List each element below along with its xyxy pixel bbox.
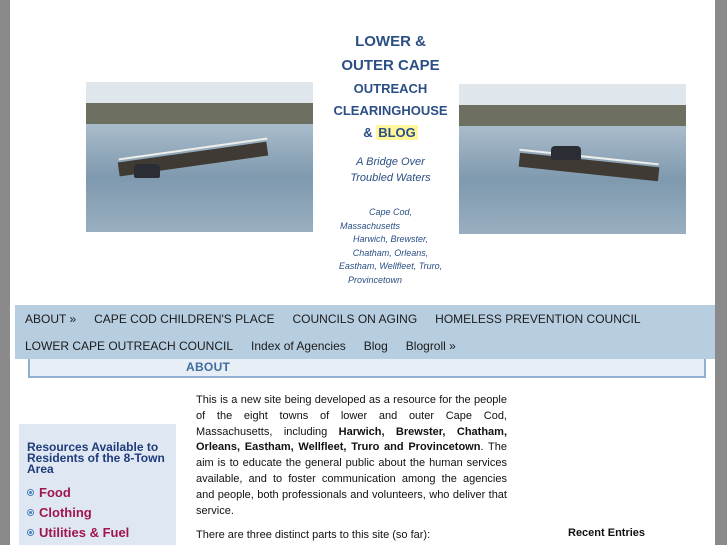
bridge-photo-left — [86, 82, 313, 232]
towns-list: Harwich, Brewster, Chatham, Orleans, Eastham, Wellfleet, Truro and Provincetown — [196, 425, 507, 454]
sidebar-item-label: Food — [39, 484, 71, 500]
nav-homeless-prevention-council[interactable]: HOMELESS PREVENTION COUNCIL — [435, 311, 641, 326]
nav-index-of-agencies[interactable]: Index of Agencies — [251, 338, 346, 353]
place-line-2: Massachusetts — [340, 220, 401, 231]
intro-text-a: This is a new site being developed as a resource for the people of the eight towns of lower and outer Cape Cod, Massachusetts, including — [196, 394, 507, 438]
nav-row-1 — [15, 305, 650, 332]
tagline-line-2: Troubled Waters — [350, 172, 431, 184]
bullet-icon — [27, 489, 34, 496]
page-title-bar — [28, 359, 706, 378]
sidebar-item-utilities-fuel[interactable] — [27, 522, 129, 542]
place-line-4: Chatham, Orleans, — [352, 247, 429, 258]
page — [10, 0, 715, 545]
nav-cape-cod-childrens-place[interactable]: CAPE COD CHILDREN'S PLACE — [94, 311, 275, 326]
tagline — [328, 154, 453, 186]
nav-blog[interactable]: Blog — [363, 338, 388, 353]
title-amp: & — [363, 125, 377, 140]
place-line-3: Harwich, Brewster, — [352, 234, 429, 244]
site-title[interactable] — [328, 30, 453, 186]
sidebar-heading: Resources Available to Residents of the 8-Town Area — [27, 440, 165, 476]
nav-councils-on-aging[interactable]: COUNCILS ON AGING — [292, 311, 418, 326]
title-line-4: CLEARINGHOUSE — [333, 103, 448, 118]
main-nav — [15, 305, 715, 359]
title-line-3: OUTREACH — [353, 81, 428, 96]
title-blog: BLOG — [378, 125, 416, 140]
title-line-1: LOWER & — [355, 33, 426, 50]
nav-about[interactable]: ABOUT » — [25, 311, 77, 326]
place-line-6: Provincetown — [348, 274, 403, 285]
title-line-5 — [328, 122, 453, 144]
nav-lower-cape-outreach-council[interactable]: LOWER CAPE OUTREACH COUNCIL — [25, 338, 234, 353]
recent-entries-heading: Recent Entries — [568, 527, 646, 539]
sidebar — [19, 424, 176, 545]
nav-row-2 — [15, 332, 465, 359]
bridge-photo-right — [459, 84, 686, 234]
tagline-line-1: A Bridge Over — [356, 156, 425, 168]
place-line-1: Cape Cod, — [368, 207, 413, 217]
title-line-2: OUTER CAPE — [341, 57, 440, 74]
bullet-icon — [27, 529, 34, 536]
bullet-icon — [27, 509, 34, 516]
intro-paragraph — [196, 393, 507, 519]
page-title: ABOUT — [186, 360, 231, 374]
nav-blogroll[interactable]: Blogroll » — [405, 338, 456, 353]
sidebar-item-clothing[interactable] — [27, 502, 129, 522]
places-list — [328, 206, 453, 287]
sidebar-item-food[interactable] — [27, 482, 129, 502]
sidebar-item-label: Utilities & Fuel — [39, 524, 130, 540]
parts-paragraph: There are three distinct parts to this site (so far): — [196, 529, 431, 542]
sidebar-item-label: Clothing — [39, 504, 92, 520]
main-content — [196, 393, 507, 545]
intro-text-b: . The aim is to educate the general public about the human services available, and to foster communication among the agencies and people, both professionals and volunteers, who deliver that service. — [196, 441, 507, 517]
place-line-5: Eastham, Wellfleet, Truro, — [338, 261, 443, 271]
sidebar-list — [27, 482, 129, 542]
